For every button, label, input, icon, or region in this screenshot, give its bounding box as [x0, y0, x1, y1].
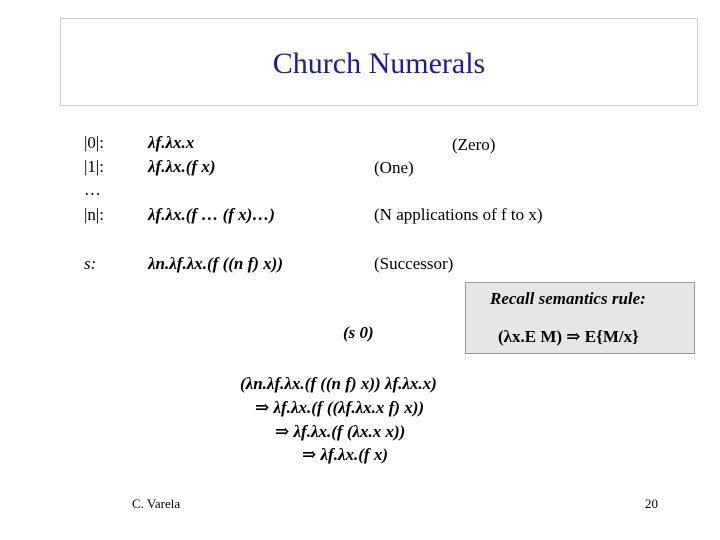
title-box [60, 18, 698, 106]
succ-label: s: [84, 254, 97, 273]
one-label: |1|: [84, 157, 105, 176]
zero-note: (Zero) [452, 135, 496, 154]
n-expr: λf.λx.(f … (f x)…) [148, 205, 275, 224]
ellipsis-label: … [84, 180, 101, 199]
example-expr: (s 0) [343, 323, 374, 342]
n-label: |n|: [84, 205, 105, 224]
zero-expr: λf.λx.x [148, 133, 195, 152]
succ-expr: λn.λf.λx.(f ((n f) x)) [148, 254, 283, 273]
reduction-step-1: (λn.λf.λx.(f ((n f) x)) λf.λx.x) [240, 374, 437, 393]
reduction-step-2: ⇒ λf.λx.(f ((λf.λx.x f) x)) [255, 398, 425, 417]
reduction-step-4: ⇒ λf.λx.(f x) [302, 445, 388, 464]
recall-semantics-box [465, 282, 695, 354]
one-expr: λf.λx.(f x) [148, 157, 216, 176]
recall-rule: (λx.E M) ⇒ E{M/x} [498, 327, 639, 346]
recall-title: Recall semantics rule: [490, 289, 646, 308]
reduction-step-3: ⇒ λf.λx.(f (λx.x x)) [275, 422, 406, 441]
one-note: (One) [374, 158, 414, 177]
slide-title: Church Numerals [272, 47, 486, 80]
n-note: (N applications of f to x) [374, 205, 543, 224]
succ-note: (Successor) [374, 254, 454, 273]
zero-label: |0|: [84, 133, 105, 152]
page-number: 20 [645, 496, 658, 511]
footer-author: C. Varela [132, 496, 181, 511]
